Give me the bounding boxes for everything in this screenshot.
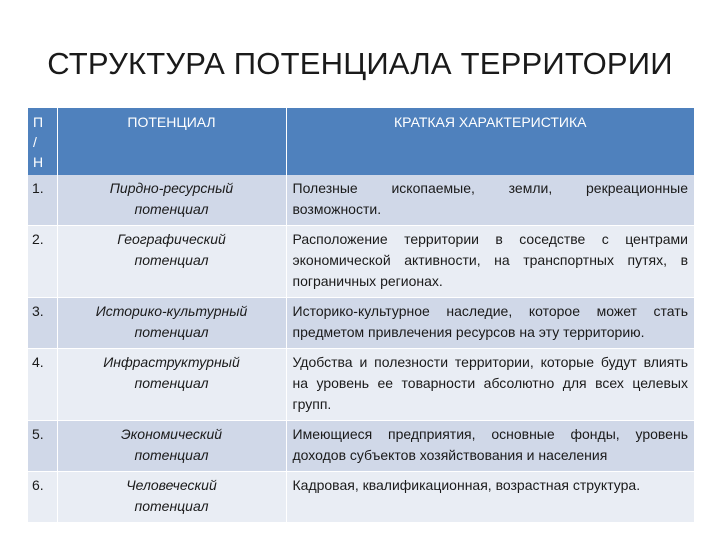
header-number-line: П	[33, 114, 44, 130]
potential-name-line: Пирдно-ресурсный	[109, 180, 234, 196]
row-number: 3.	[28, 298, 57, 349]
row-number: 4.	[28, 349, 57, 421]
potential-name	[57, 298, 286, 349]
potential-description: Кадровая, квалификационная, возрастная структура.	[286, 472, 694, 523]
potential-name	[57, 349, 286, 421]
header-number	[28, 108, 57, 175]
potential-name-line: потенциал	[134, 324, 209, 340]
potential-name	[57, 175, 286, 226]
potential-name-line: потенциал	[134, 201, 209, 217]
potential-name-line: потенциал	[134, 375, 209, 391]
slide-title: СТРУКТУРА ПОТЕНЦИАЛА ТЕРРИТОРИИ	[47, 46, 673, 81]
potential-name-line: Инфраструктурный	[103, 354, 240, 370]
table-row	[28, 349, 694, 421]
potential-name	[57, 226, 286, 298]
header-description: КРАТКАЯ ХАРАКТЕРИСТИКА	[286, 108, 694, 175]
potential-name-line: потенциал	[134, 252, 209, 268]
potential-name-line: потенциал	[134, 447, 209, 463]
potential-structure-table	[28, 108, 694, 523]
row-number: 1.	[28, 175, 57, 226]
potential-description: Историко-культурное наследие, которое может стать предметом привлечения ресурсов на эту территорию.	[286, 298, 694, 349]
potential-name	[57, 421, 286, 472]
potential-name-line: Географический	[117, 231, 226, 247]
row-number: 6.	[28, 472, 57, 523]
potential-description: Удобства и полезности территории, которые будут влиять на уровень ее товарности абсолютно для всех целевых групп.	[286, 349, 694, 421]
header-number-line: /	[33, 134, 37, 150]
table-row	[28, 472, 694, 523]
table-row	[28, 226, 694, 298]
table-row	[28, 421, 694, 472]
table-header-row	[28, 108, 694, 175]
table-row	[28, 175, 694, 226]
potential-name	[57, 472, 286, 523]
potential-description: Имеющиеся предприятия, основные фонды, уровень доходов субъектов хозяйствования и населения	[286, 421, 694, 472]
header-number-line: Н	[33, 154, 44, 170]
table-row	[28, 298, 694, 349]
potential-name-line: Человеческий	[126, 477, 217, 493]
potential-name-line: потенциал	[134, 498, 209, 514]
header-potential: ПОТЕНЦИАЛ	[57, 108, 286, 175]
potential-description: Полезные ископаемые, земли, рекреационные возможности.	[286, 175, 694, 226]
potential-description: Расположение территории в соседстве с центрами экономической активности, на транспортных путях, в пограничных регионах.	[286, 226, 694, 298]
row-number: 2.	[28, 226, 57, 298]
row-number: 5.	[28, 421, 57, 472]
potential-name-line: Экономический	[120, 426, 223, 442]
potential-name-line: Историко-культурный	[95, 303, 248, 319]
